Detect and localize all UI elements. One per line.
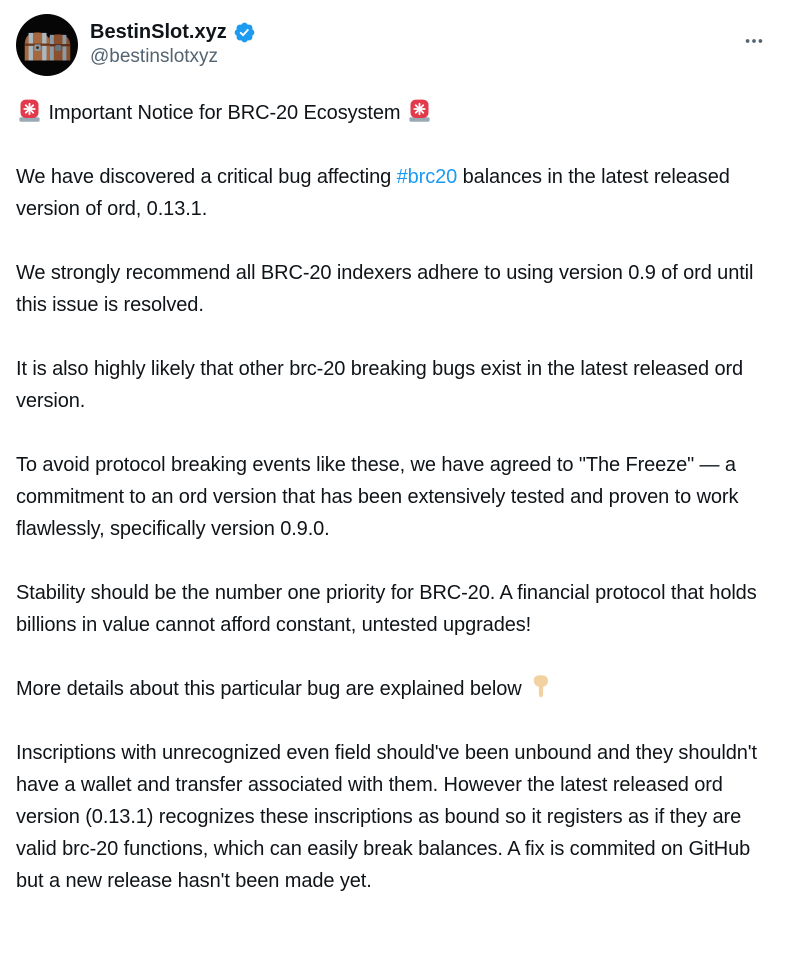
tweet-paragraph: We strongly recommend all BRC-20 indexers adhere to using version 0.9 of ord until this issue is resolved. (16, 262, 759, 316)
paragraph-text: We have discovered a critical bug affecting (16, 166, 397, 188)
tweet-title-text: Important Notice for BRC-20 Ecosystem (43, 102, 406, 124)
verified-badge-icon (233, 21, 256, 44)
avatar[interactable] (16, 14, 78, 76)
tweet-header (16, 14, 771, 76)
author-display-name[interactable]: BestinSlot.xyz (90, 21, 227, 43)
pointing-down-emoji (527, 673, 554, 700)
rotating-light-emoji (406, 97, 433, 124)
hashtag-brc20-link[interactable]: #brc20 (396, 166, 458, 188)
tweet-paragraph (16, 161, 771, 225)
paragraph-text: balances in the latest released version of ord, 0.13.1. (16, 166, 736, 220)
tweet-paragraph (16, 673, 771, 705)
tweet-title-paragraph (16, 97, 771, 129)
rotating-light-emoji (16, 97, 43, 124)
treasure-chest-avatar-icon (16, 14, 78, 76)
author-names (90, 14, 256, 69)
tweet-paragraph: To avoid protocol breaking events like these, we have agreed to "The Freeze" — a commitment to an ord version that has been extensively tested and proven to work flawlessly, specifically version 0.9.0. (16, 454, 744, 540)
tweet-body (16, 97, 771, 897)
paragraph-text: More details about this particular bug are explained below (16, 678, 528, 700)
tweet-paragraph: Stability should be the number one priority for BRC-20. A financial protocol that holds billions in value cannot afford constant, untested upgrades! (16, 582, 763, 636)
more-button[interactable] (737, 24, 771, 58)
more-horizontal-icon (743, 30, 765, 52)
tweet-paragraph: It is also highly likely that other brc-20 breaking bugs exist in the latest released ord version. (16, 358, 749, 412)
author-handle: @bestinslotxyz (90, 46, 219, 67)
tweet-paragraph: Inscriptions with unrecognized even field should've been unbound and they shouldn't have a wallet and transfer associated with them. However the latest released ord version (0.13.1) recognizes these inscriptions as bound so it registers as if they are valid brc-20 functions, which can easily break balances. A fix is commited on GitHub but a new release hasn't been made yet. (16, 742, 763, 892)
